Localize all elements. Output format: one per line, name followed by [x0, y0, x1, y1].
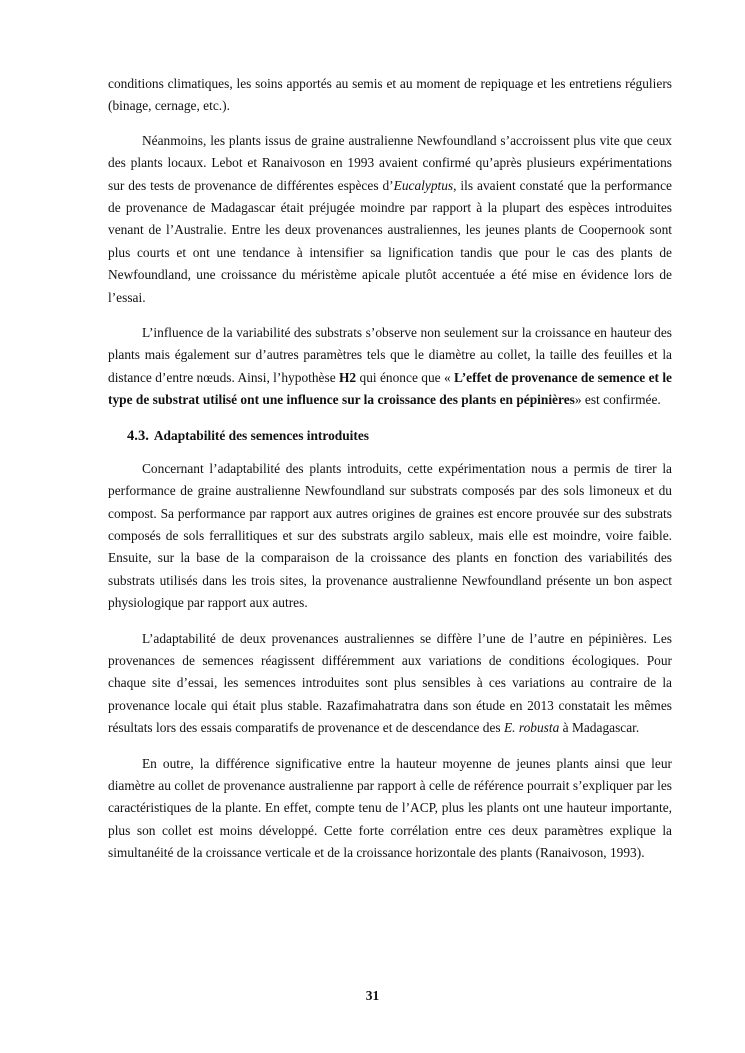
paragraph-text: conditions climatiques, les soins apportés au semis et au moment de repiquage et les entretiens réguliers (binage, cernage, etc.).	[108, 76, 672, 114]
text-run: L’influence de la variabilité des substrats s’observe non seulement sur la croissance en hauteur des plants mais également sur d’autres paramètres tels que le diamètre au collet, la taille des feuilles et la distance d’entre nœuds. Ainsi, l’hypothèse	[108, 325, 672, 385]
paragraph-hypothesis	[108, 322, 672, 412]
document-page	[108, 73, 672, 878]
text-run: Néanmoins, les plants issus de graine australienne Newfoundland s’accroissent plus vite que ceux des plants locaux. Lebot et Ranaivoson en 1993 avaient confirmé qu’après plusieurs expérimentations sur des tests de provenance de différentes espèces d’	[108, 132, 672, 193]
paragraph-height-diameter	[108, 753, 672, 865]
species-name: E. robusta	[504, 720, 560, 736]
paragraph-adaptability	[108, 458, 672, 615]
text-run: L’adaptabilité de deux provenances australiennes se diffère l’une de l’autre en pépinières. Les provenances de semences réagissent différemment aux variations de conditions écologiques. Pour chaque site d’essai, les semences introduites sont plus sensibles à ces variations au contraire de la provenance locale qui était plus stable. Razafimahatratra dans son étude en 2013 constatait les mêmes résultats lors des essais comparatifs de provenance et de descendance des	[108, 630, 672, 736]
section-title: Adaptabilité des semences introduites	[153, 427, 370, 443]
section-number: 4.3.	[127, 427, 149, 444]
page-number: 31	[365, 988, 380, 1003]
text-run: » est confirmée.	[574, 392, 661, 408]
hypothesis-statement: L’effet de provenance de semence et le type de substrat utilisé ont une influence sur la croissance des plants en pépinières	[108, 369, 673, 408]
section-heading	[127, 425, 672, 447]
paragraph-text: Concernant l’adaptabilité des plants introduits, cette expérimentation nous a permis de tirer la performance de graine australienne Newfoundland sur substrats composés par des sols limoneux et du compost. Sa performance par rapport aux autres origines de graines est encore prouvée sur des substrats composés de sols ferrallitiques et sur des substrats argilo sableux, mais elle est moindre, voire faible. Ensuite, sur la base de la comparaison de la croissance des plants en fonction des variabilités des substrats utilisés dans les trois sites, la provenance australienne Newfoundland présente un bon aspect physiologique par rapport aux autres.	[108, 460, 672, 611]
text-run: à Madagascar.	[559, 720, 640, 736]
paragraph-text: En outre, la différence significative entre la hauteur moyenne de jeunes plants ainsi que leur diamètre au collet de provenance australienne par rapport à celle de référence pourrait s’expliquer par les caractéristiques de la plante. En effet, compte tenu de l’ACP, plus les plants ont une hauteur importante, plus son collet est moins développé. Cette forte corrélation entre ces deux paramètres explique la simultanéité de la croissance verticale et de la croissance horizontale des plants (Ranaivoson, 1993).	[108, 755, 672, 861]
paragraph-continuation	[108, 73, 672, 118]
species-name: Eucalyptus	[393, 177, 454, 193]
text-run: , ils avaient constaté que la performance de provenance de Madagascar était préjugée moindre par rapport à la plupart des espèces introduites venant de l’Australie. Entre les deux provenances australiennes, les jeunes plants de Coopernook sont plus courts et ont une tendance à intensifier sa lignification tandis que pour le cas des plants de Newfoundland, une croissance du méristème apicale plutôt accentuée a été mise en évidence lors de l’essai.	[108, 177, 673, 305]
paragraph-provenances	[108, 628, 672, 740]
text-run: qui énonce que «	[356, 369, 455, 385]
hypothesis-label: H2	[339, 369, 357, 385]
paragraph-growth-comparison	[108, 130, 672, 309]
